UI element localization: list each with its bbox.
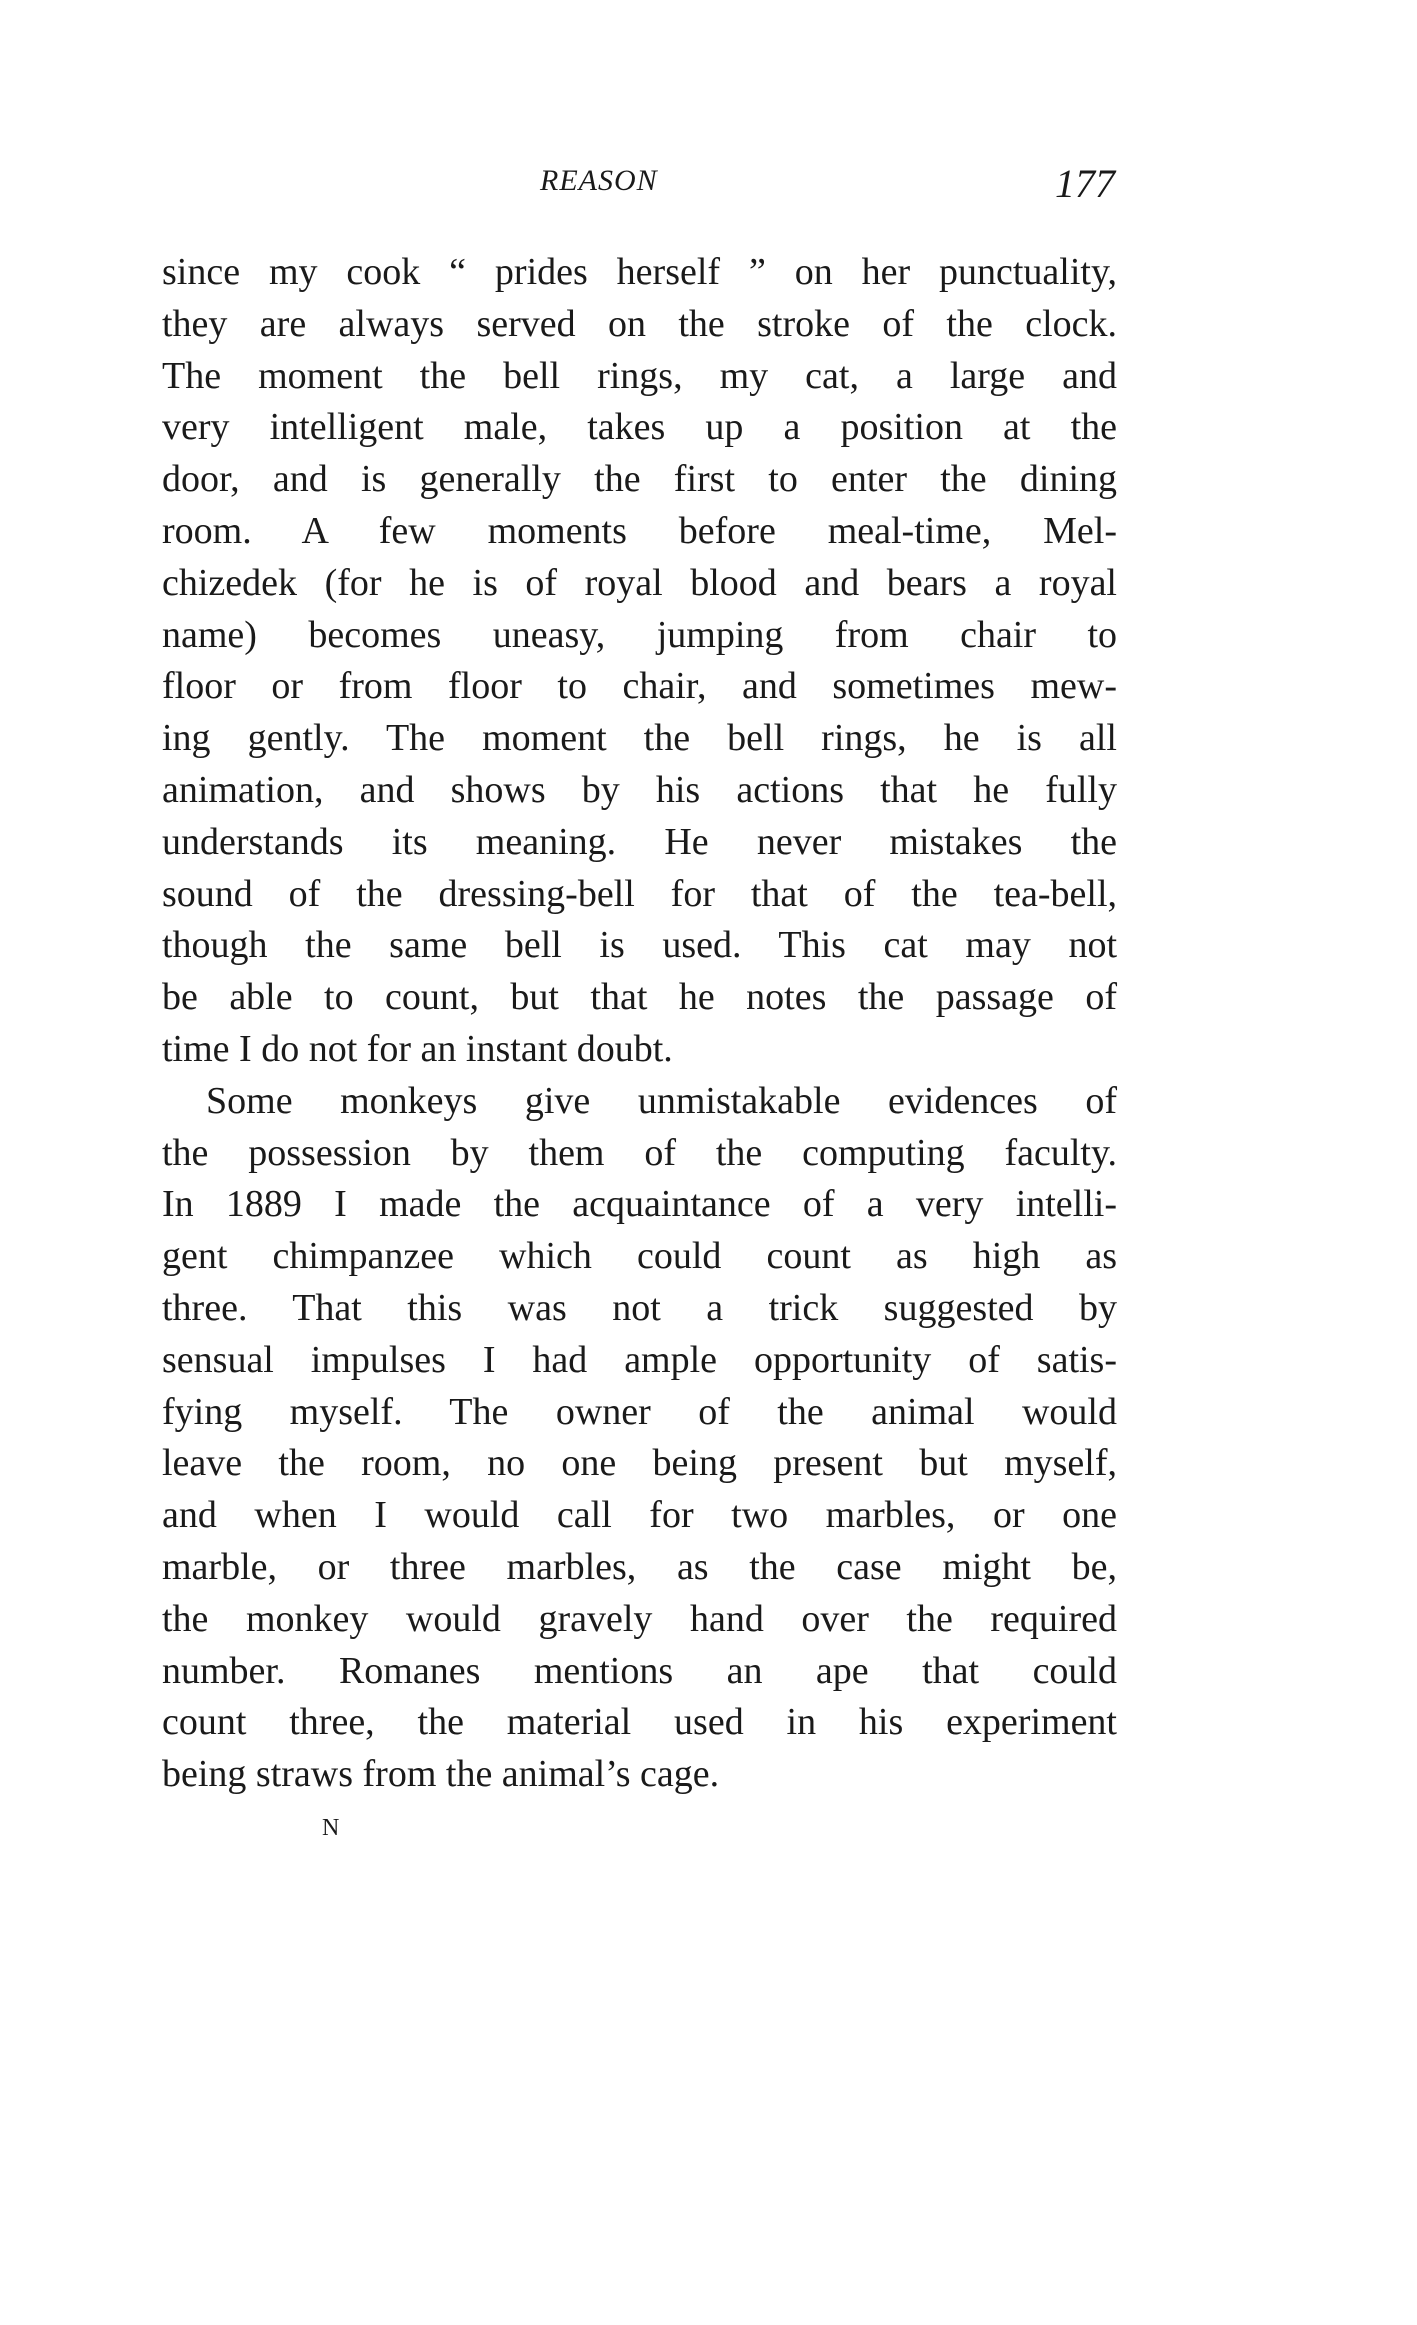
- text-line: ing gently. The moment the bell rings, he is all: [162, 717, 1117, 760]
- text-line: door, and is generally the first to enter the dining: [162, 458, 1117, 501]
- text-line: they are always served on the stroke of the clock.: [162, 302, 1117, 345]
- text-line: Some monkeys give unmistakable evidences of: [206, 1079, 1117, 1122]
- text-line: room. A few moments before meal-time, Mel-: [162, 509, 1117, 552]
- text-line: the possession by them of the computing faculty.: [162, 1131, 1117, 1174]
- text-line: leave the room, no one being present but myself,: [162, 1442, 1117, 1485]
- text-line: number. Romanes mentions an ape that could: [162, 1649, 1117, 1692]
- text-line: understands its meaning. He never mistakes the: [162, 820, 1117, 863]
- text-line: sensual impulses I had ample opportunity of satis-: [162, 1338, 1117, 1381]
- page-number: 177: [1055, 161, 1115, 206]
- text-line: since my cook “ prides herself ” on her punctuality,: [162, 251, 1117, 293]
- text-line: count three, the material used in his experiment: [162, 1701, 1117, 1744]
- text-line: the monkey would gravely hand over the required: [162, 1597, 1117, 1640]
- text-line: sound of the dressing-bell for that of the tea-bell,: [162, 872, 1117, 915]
- text-line: being straws from the animal’s cage.: [162, 1753, 720, 1796]
- text-line: be able to count, but that he notes the passage of: [162, 976, 1117, 1019]
- running-head-title: REASON: [540, 164, 658, 197]
- paragraph: [162, 1076, 1117, 1801]
- text-line: animation, and shows by his actions that he fully: [162, 768, 1117, 811]
- text-line: The moment the bell rings, my cat, a large and: [162, 354, 1117, 397]
- text-line: chizedek (for he is of royal blood and bears a royal: [162, 561, 1117, 604]
- text-line: floor or from floor to chair, and sometimes mew-: [162, 665, 1117, 708]
- signature-mark: N: [322, 1815, 340, 1841]
- text-line: three. That this was not a trick suggested by: [162, 1286, 1117, 1329]
- text-line: though the same bell is used. This cat may not: [162, 924, 1117, 967]
- text-line: fying myself. The owner of the animal would: [162, 1390, 1117, 1433]
- paragraph: [162, 247, 1117, 1076]
- text-line: gent chimpanzee which could count as high as: [162, 1235, 1117, 1278]
- text-line: and when I would call for two marbles, or one: [162, 1494, 1117, 1537]
- text-line: marble, or three marbles, as the case might be,: [162, 1545, 1117, 1588]
- running-head: [0, 160, 1417, 210]
- text-line: In 1889 I made the acquaintance of a very intelli-: [162, 1183, 1117, 1226]
- text-line: very intelligent male, takes up a position at the: [162, 406, 1117, 449]
- text-line: name) becomes uneasy, jumping from chair to: [162, 613, 1117, 656]
- body-text: [162, 247, 1117, 1801]
- text-line: time I do not for an instant doubt.: [162, 1027, 673, 1070]
